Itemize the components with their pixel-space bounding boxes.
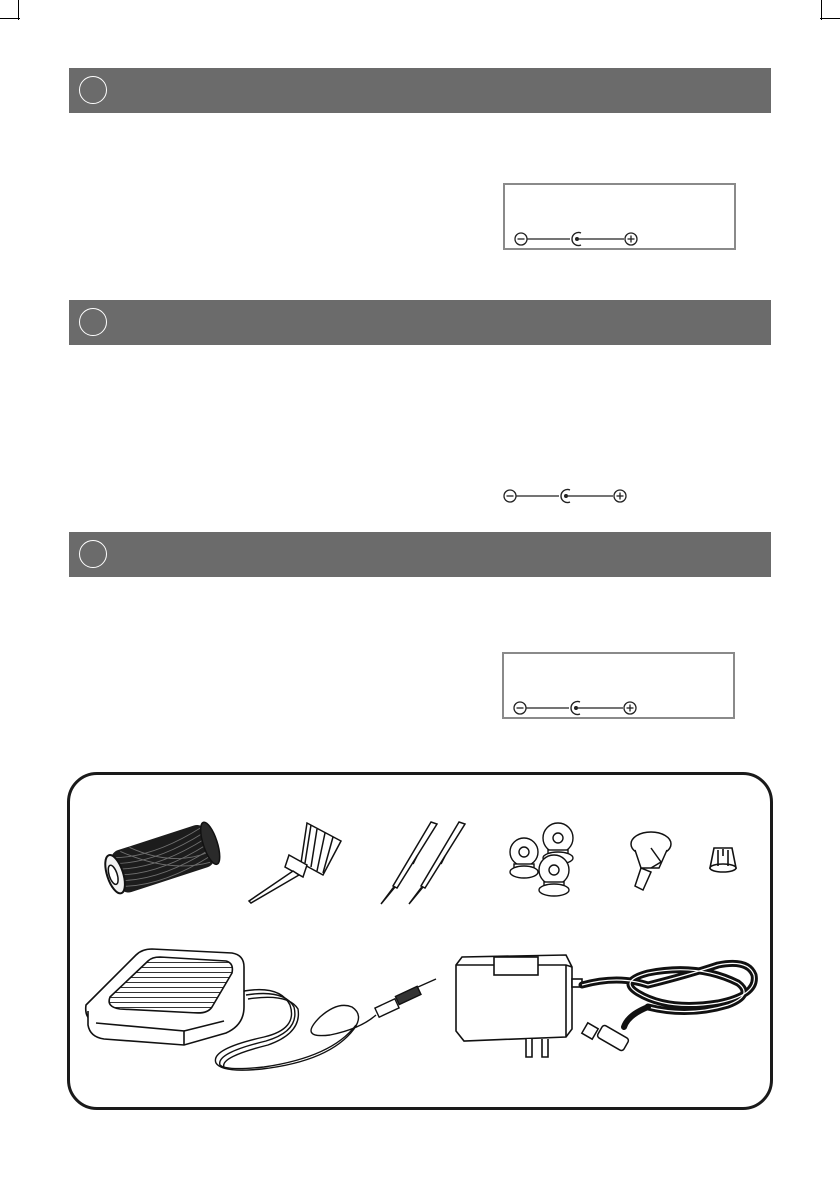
polarity-diagram-box-1 <box>503 183 736 250</box>
section-number-circle <box>79 308 107 336</box>
foot-pedal-icon <box>80 945 440 1075</box>
section-number-circle <box>79 76 107 104</box>
polarity-symbol-icon <box>502 486 632 506</box>
bobbins-icon <box>500 822 600 898</box>
crop-mark-top-left-h <box>0 18 20 19</box>
seam-ripper-icon <box>245 815 355 907</box>
needles-icon <box>375 818 475 906</box>
section-header-2 <box>69 300 771 345</box>
crop-mark-top-right-v <box>821 0 822 20</box>
needle-threader-icon <box>625 828 677 894</box>
crop-mark-top-right-h <box>820 18 840 19</box>
thread-spool-icon <box>95 815 230 905</box>
polarity-symbol-icon <box>512 698 642 718</box>
spool-cap-icon <box>706 844 740 874</box>
crop-mark-top-left-v <box>18 0 19 20</box>
section-header-1 <box>69 68 771 113</box>
section-header-3 <box>69 532 771 577</box>
polarity-diagram-box-3 <box>502 652 735 719</box>
ac-adapter-icon <box>448 945 766 1075</box>
polarity-symbol-icon <box>513 229 643 249</box>
section-number-circle <box>79 540 107 568</box>
